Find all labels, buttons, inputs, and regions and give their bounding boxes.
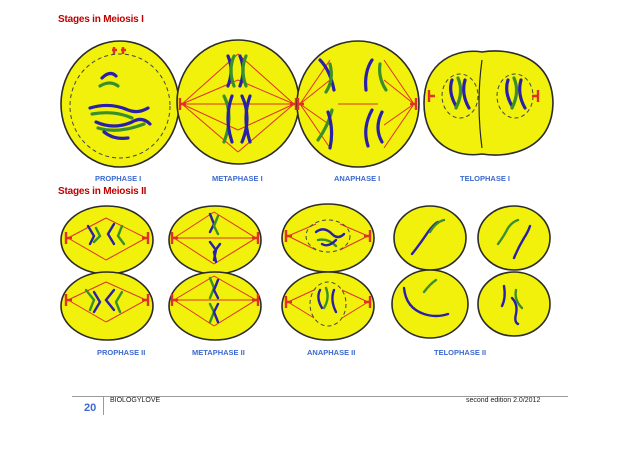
- cell-metaphase-2-top: [169, 206, 261, 274]
- cell-metaphase-1: [177, 40, 299, 164]
- page-number: 20: [84, 402, 97, 414]
- cell-telophase-2-d: [478, 272, 550, 336]
- cell-anaphase-2-bottom: [282, 272, 374, 340]
- caption-metaphase-2: METAPHASE II: [192, 348, 245, 357]
- caption-prophase-1: PROPHASE I: [95, 174, 142, 183]
- caption-anaphase-1: ANAPHASE I: [334, 174, 381, 183]
- meiosis1-title: Stages in Meiosis I: [58, 14, 144, 25]
- cell-telophase-2-c: [392, 270, 468, 338]
- footer-divider: [103, 396, 104, 415]
- footer-brand: BIOLOGYLOVE: [110, 397, 161, 404]
- cell-anaphase-1: [297, 41, 419, 167]
- caption-prophase-2: PROPHASE II: [97, 348, 146, 357]
- caption-telophase-2: TELOPHASE II: [434, 348, 487, 357]
- cell-metaphase-2-bottom: [169, 272, 261, 340]
- cell-telophase-1: [424, 50, 553, 156]
- cell-prophase-2-top: [61, 206, 153, 274]
- cell-telophase-2-b: [478, 206, 550, 270]
- cell-telophase-2-a: [394, 206, 466, 270]
- footer-edition: second edition 2.0/2012: [466, 397, 541, 404]
- cell-prophase-1: [61, 41, 179, 167]
- caption-telophase-1: TELOPHASE I: [460, 174, 511, 183]
- meiosis2-title: Stages in Meiosis II: [58, 186, 147, 197]
- caption-metaphase-1: METAPHASE I: [212, 174, 263, 183]
- cell-prophase-2-bottom: [61, 272, 153, 340]
- cell-anaphase-2-top: [282, 204, 374, 272]
- caption-anaphase-2: ANAPHASE II: [307, 348, 356, 357]
